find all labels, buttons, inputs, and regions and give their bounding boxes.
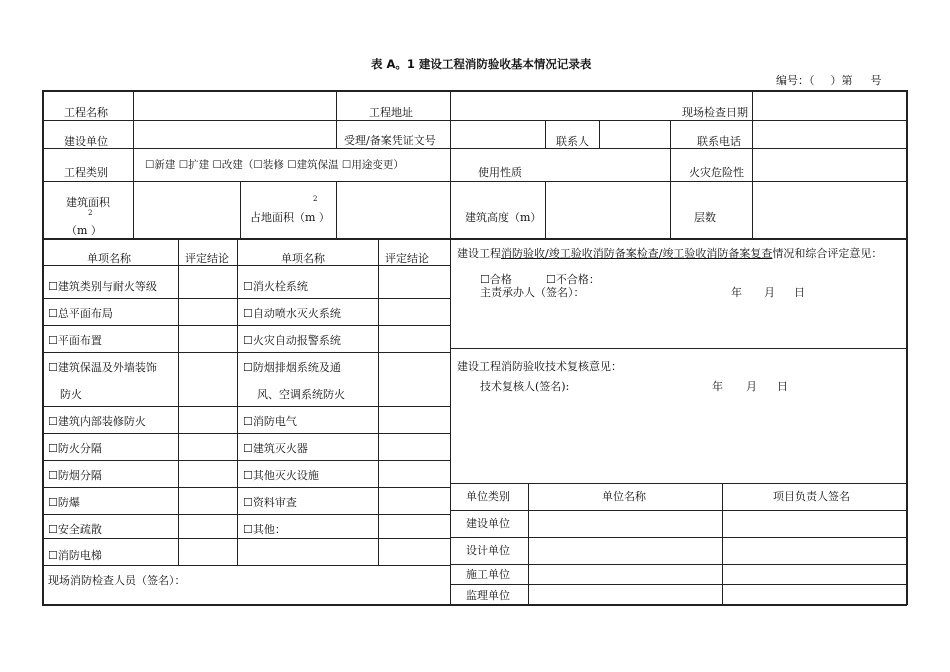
opinion-heading	[457, 247, 882, 260]
label-fire-hazard: 火灾危险性	[689, 166, 744, 179]
project-category-options[interactable]: ☐新建 ☐扩建 ☐改建（☐装修 ☐建筑保温 ☐用途变更）	[145, 159, 404, 171]
opinion-suffix: 情况和综合评定意见：	[772, 247, 883, 260]
col-item-name-right: 单项名称	[281, 252, 325, 265]
item-extinguisher[interactable]: ☐建筑灭火器	[243, 442, 308, 455]
col-unit-name: 单位名称	[602, 490, 646, 503]
label-floors: 层数	[694, 211, 716, 224]
unit-row-supervision: 监理单位	[466, 589, 510, 602]
col-project-lead-signature: 项目负责人签名	[773, 490, 850, 503]
item-insulation-cont: 防火	[60, 388, 82, 401]
item-fire-elevator[interactable]: ☐消防电梯	[48, 549, 102, 562]
review-day: 日	[777, 380, 788, 393]
label-building-height: 建筑高度（m）	[465, 211, 542, 224]
col-result-right: 评定结论	[385, 252, 429, 265]
item-fire-separation[interactable]: ☐防火分隔	[48, 442, 102, 455]
review-heading: 建设工程消防验收技术复核意见：	[457, 360, 622, 373]
item-smoke-exhaust[interactable]: ☐防烟排烟系统及通	[243, 361, 341, 374]
item-explosion-proof[interactable]: ☐防爆	[48, 496, 80, 509]
item-floor-plan[interactable]: ☐平面布置	[48, 334, 102, 347]
item-interior-decoration[interactable]: ☐建筑内部装修防火	[48, 415, 146, 428]
item-evacuation[interactable]: ☐安全疏散	[48, 523, 102, 536]
inspector-signature: 现场消防检查人员（签名）：	[48, 574, 186, 587]
label-contact-person: 联系人	[556, 135, 589, 148]
review-year: 年	[712, 380, 723, 393]
item-other[interactable]: ☐其他：	[243, 523, 286, 536]
item-fire-electric[interactable]: ☐消防电气	[243, 415, 297, 428]
label-construction-unit: 建设单位	[64, 135, 108, 148]
label-acceptance-doc: 受理/备案凭证文号	[344, 134, 436, 147]
label-land-area: 占地面积（m ）	[250, 211, 330, 224]
opinion-prefix: 建设工程	[457, 247, 501, 260]
serial-suffix: 号	[870, 74, 882, 87]
unit-row-contractor: 施工单位	[466, 568, 510, 581]
serial-number	[776, 74, 882, 87]
label-project-address: 工程地址	[369, 106, 413, 119]
item-sprinkler[interactable]: ☐自动喷水灭火系统	[243, 307, 341, 320]
page-title: 表 A。1 建设工程消防验收基本情况记录表	[371, 57, 592, 71]
opinion-fail-checkbox[interactable]: ☐不合格：	[546, 273, 600, 286]
item-document-review[interactable]: ☐资料审查	[243, 496, 297, 509]
review-month: 月	[746, 380, 757, 393]
land-area-superscript: 2	[313, 195, 318, 203]
responsible-signature: 主责承办人（签名）：	[480, 286, 585, 299]
label-building-area: 建筑面积	[66, 196, 110, 209]
item-fire-resistance[interactable]: ☐建筑类别与耐火等级	[48, 280, 157, 293]
building-area-superscript: 2	[88, 209, 93, 217]
item-hydrant[interactable]: ☐消火栓系统	[243, 280, 308, 293]
item-insulation[interactable]: ☐建筑保温及外墙装饰	[48, 361, 157, 374]
unit-row-construction: 建设单位	[466, 517, 510, 530]
label-inspection-date: 现场检查日期	[682, 106, 748, 119]
opinion-day: 日	[794, 286, 805, 299]
opinion-year: 年	[731, 286, 742, 299]
col-unit-type: 单位类别	[466, 490, 510, 503]
opinion-type: 消防验收/竣工验收消防备案检查/竣工验收消防备案复查	[501, 247, 773, 260]
item-smoke-separation[interactable]: ☐防烟分隔	[48, 469, 102, 482]
label-contact-phone: 联系电话	[697, 135, 741, 148]
label-use-nature: 使用性质	[478, 166, 522, 179]
reviewer-signature: 技术复核人(签名):	[480, 380, 570, 393]
label-project-name: 工程名称	[64, 106, 108, 119]
col-item-name-left: 单项名称	[87, 252, 131, 265]
label-project-category: 工程类别	[64, 166, 108, 179]
item-other-facilities[interactable]: ☐其他灭火设施	[243, 469, 319, 482]
opinion-month: 月	[764, 286, 775, 299]
col-result-left: 评定结论	[185, 252, 229, 265]
item-fire-alarm[interactable]: ☐火灾自动报警系统	[243, 334, 341, 347]
opinion-pass-checkbox[interactable]: ☐合格	[480, 273, 512, 286]
item-smoke-exhaust-cont: 风、空调系统防火	[257, 388, 345, 401]
unit-row-design: 设计单位	[466, 544, 510, 557]
serial-paren-close: ）第	[830, 74, 853, 87]
item-site-layout[interactable]: ☐总平面布局	[48, 307, 113, 320]
building-area-unit: （m ）	[66, 224, 102, 237]
serial-label: 编号：（	[776, 74, 815, 87]
